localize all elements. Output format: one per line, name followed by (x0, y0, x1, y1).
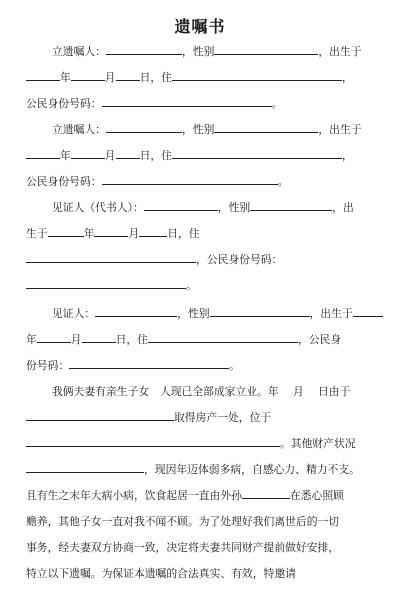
address-blank[interactable] (172, 149, 342, 159)
body-line6 (26, 514, 339, 529)
body-line2 (26, 410, 271, 425)
body-line3 (26, 436, 356, 451)
address-label: 日，住 (167, 227, 200, 240)
body-text: 且有生之末年大病小病，饮食起居一直由外孙 (26, 489, 242, 502)
year-blank[interactable] (26, 71, 60, 81)
year-blank[interactable] (48, 227, 84, 237)
body-line5 (26, 488, 344, 503)
day-blank[interactable] (82, 333, 116, 343)
name-blank[interactable] (144, 201, 218, 211)
year-label: 年 (83, 227, 95, 240)
witness1-line3 (26, 252, 282, 267)
grandson-name-blank[interactable] (242, 489, 290, 499)
gender-label: ，性别 (177, 307, 210, 320)
body-text: 特立以下遗嘱。为保证本遗嘱的合法真实、有效，特邀请 (26, 567, 296, 580)
property-source-blank[interactable] (26, 411, 174, 421)
witness2-line3 (26, 358, 240, 373)
body-line8 (26, 566, 296, 581)
gender-blank[interactable] (250, 201, 332, 211)
id-blank[interactable] (26, 279, 186, 289)
comma: ， (341, 71, 353, 84)
body-text: ，现因年迈体弱多病，自感心力、精力不支。 (144, 463, 360, 476)
testator1-line3 (26, 96, 282, 111)
testator1-line2 (26, 70, 353, 85)
body-line4 (26, 462, 360, 477)
birth-year-blank[interactable] (353, 307, 383, 317)
period: 。 (186, 279, 197, 292)
period: 。 (229, 359, 240, 372)
document-title: 遗嘱书 (174, 17, 226, 36)
property-location-blank[interactable] (26, 437, 280, 447)
gender-blank[interactable] (214, 45, 318, 55)
address-label: 日，住 (139, 71, 172, 84)
testator2-line3 (26, 174, 288, 189)
day-blank[interactable] (139, 227, 167, 237)
year-label: 年 (60, 149, 71, 162)
testator-label: 立遗嘱人： (52, 45, 106, 58)
address-blank[interactable] (26, 253, 196, 263)
name-blank[interactable] (95, 307, 177, 317)
body-line7 (26, 540, 339, 555)
gender-label: ，性别 (217, 201, 251, 214)
id-label: ，公民身份号码： (196, 253, 283, 266)
body-text: 事务，经夫妻双方协商一致，决定将夫妻共同财产提前做好安排， (26, 541, 340, 554)
period: 。 (271, 97, 283, 110)
witness1-line4 (26, 278, 197, 293)
testator2-line2 (26, 148, 353, 163)
witness1-line2 (26, 226, 200, 241)
birth-label: ，出 (332, 201, 354, 214)
testator2-line1 (52, 122, 362, 137)
address-label: 日，住 (115, 333, 148, 346)
witness1-line1 (52, 200, 354, 215)
month-blank[interactable] (71, 71, 105, 81)
year-label: 年 (26, 333, 37, 346)
month-label: 月 (70, 333, 82, 346)
month-label: 月 (104, 71, 116, 84)
body-text: 取得房产一处，位于 (174, 411, 272, 424)
body-text: 。其他财产状况 (280, 437, 356, 450)
address-blank[interactable] (172, 71, 342, 81)
comma: ， (341, 149, 353, 162)
body-text: 我俩夫妻有亲生子女 人现已全部成家立业。年 月 日由于 (52, 385, 351, 398)
birth-label: ，出生于 (318, 45, 362, 58)
id-label-start: ，公民身 (297, 333, 342, 346)
testator-label: 立遗嘱人： (52, 123, 106, 136)
month-blank[interactable] (37, 333, 71, 343)
gender-label: ，性别 (181, 123, 215, 136)
address-label: 日，住 (139, 149, 172, 162)
body-line1 (52, 384, 350, 399)
witness-label: 见证人： (52, 307, 96, 320)
year-blank[interactable] (26, 149, 60, 159)
witness2-line2 (26, 332, 341, 347)
id-blank[interactable] (102, 175, 278, 185)
gender-blank[interactable] (210, 307, 310, 317)
month-blank[interactable] (71, 149, 105, 159)
birth-label: 生于 (26, 227, 48, 240)
id-blank[interactable] (102, 97, 272, 107)
period: 。 (277, 175, 289, 188)
day-blank[interactable] (116, 149, 140, 159)
witness2-line1 (52, 306, 383, 321)
gender-label: ，性别 (181, 45, 215, 58)
witness-scribe-label: 见证人（代书人）： (52, 201, 144, 214)
name-blank[interactable] (106, 123, 182, 133)
day-blank[interactable] (116, 71, 140, 81)
id-label: 公民身份号码： (26, 97, 102, 110)
address-blank[interactable] (148, 333, 298, 343)
birth-label: ，出生于 (309, 307, 353, 320)
other-property-blank[interactable] (26, 463, 144, 473)
testator1-line1 (52, 44, 362, 59)
month-label: 月 (104, 149, 116, 162)
month-label: 月 (128, 227, 140, 240)
id-blank[interactable] (69, 359, 229, 369)
body-text: 赡养，其他子女一直对我不闻不顾。为了处理好我们离世后的一切 (26, 515, 340, 528)
id-label: 公民身份号码： (26, 175, 102, 188)
birth-label: ，出生于 (318, 123, 362, 136)
body-text: 在悉心照顾 (289, 489, 344, 502)
name-blank[interactable] (106, 45, 182, 55)
gender-blank[interactable] (214, 123, 318, 133)
id-label-end: 份号码： (26, 359, 70, 372)
year-label: 年 (60, 71, 71, 84)
month-blank[interactable] (94, 227, 128, 237)
